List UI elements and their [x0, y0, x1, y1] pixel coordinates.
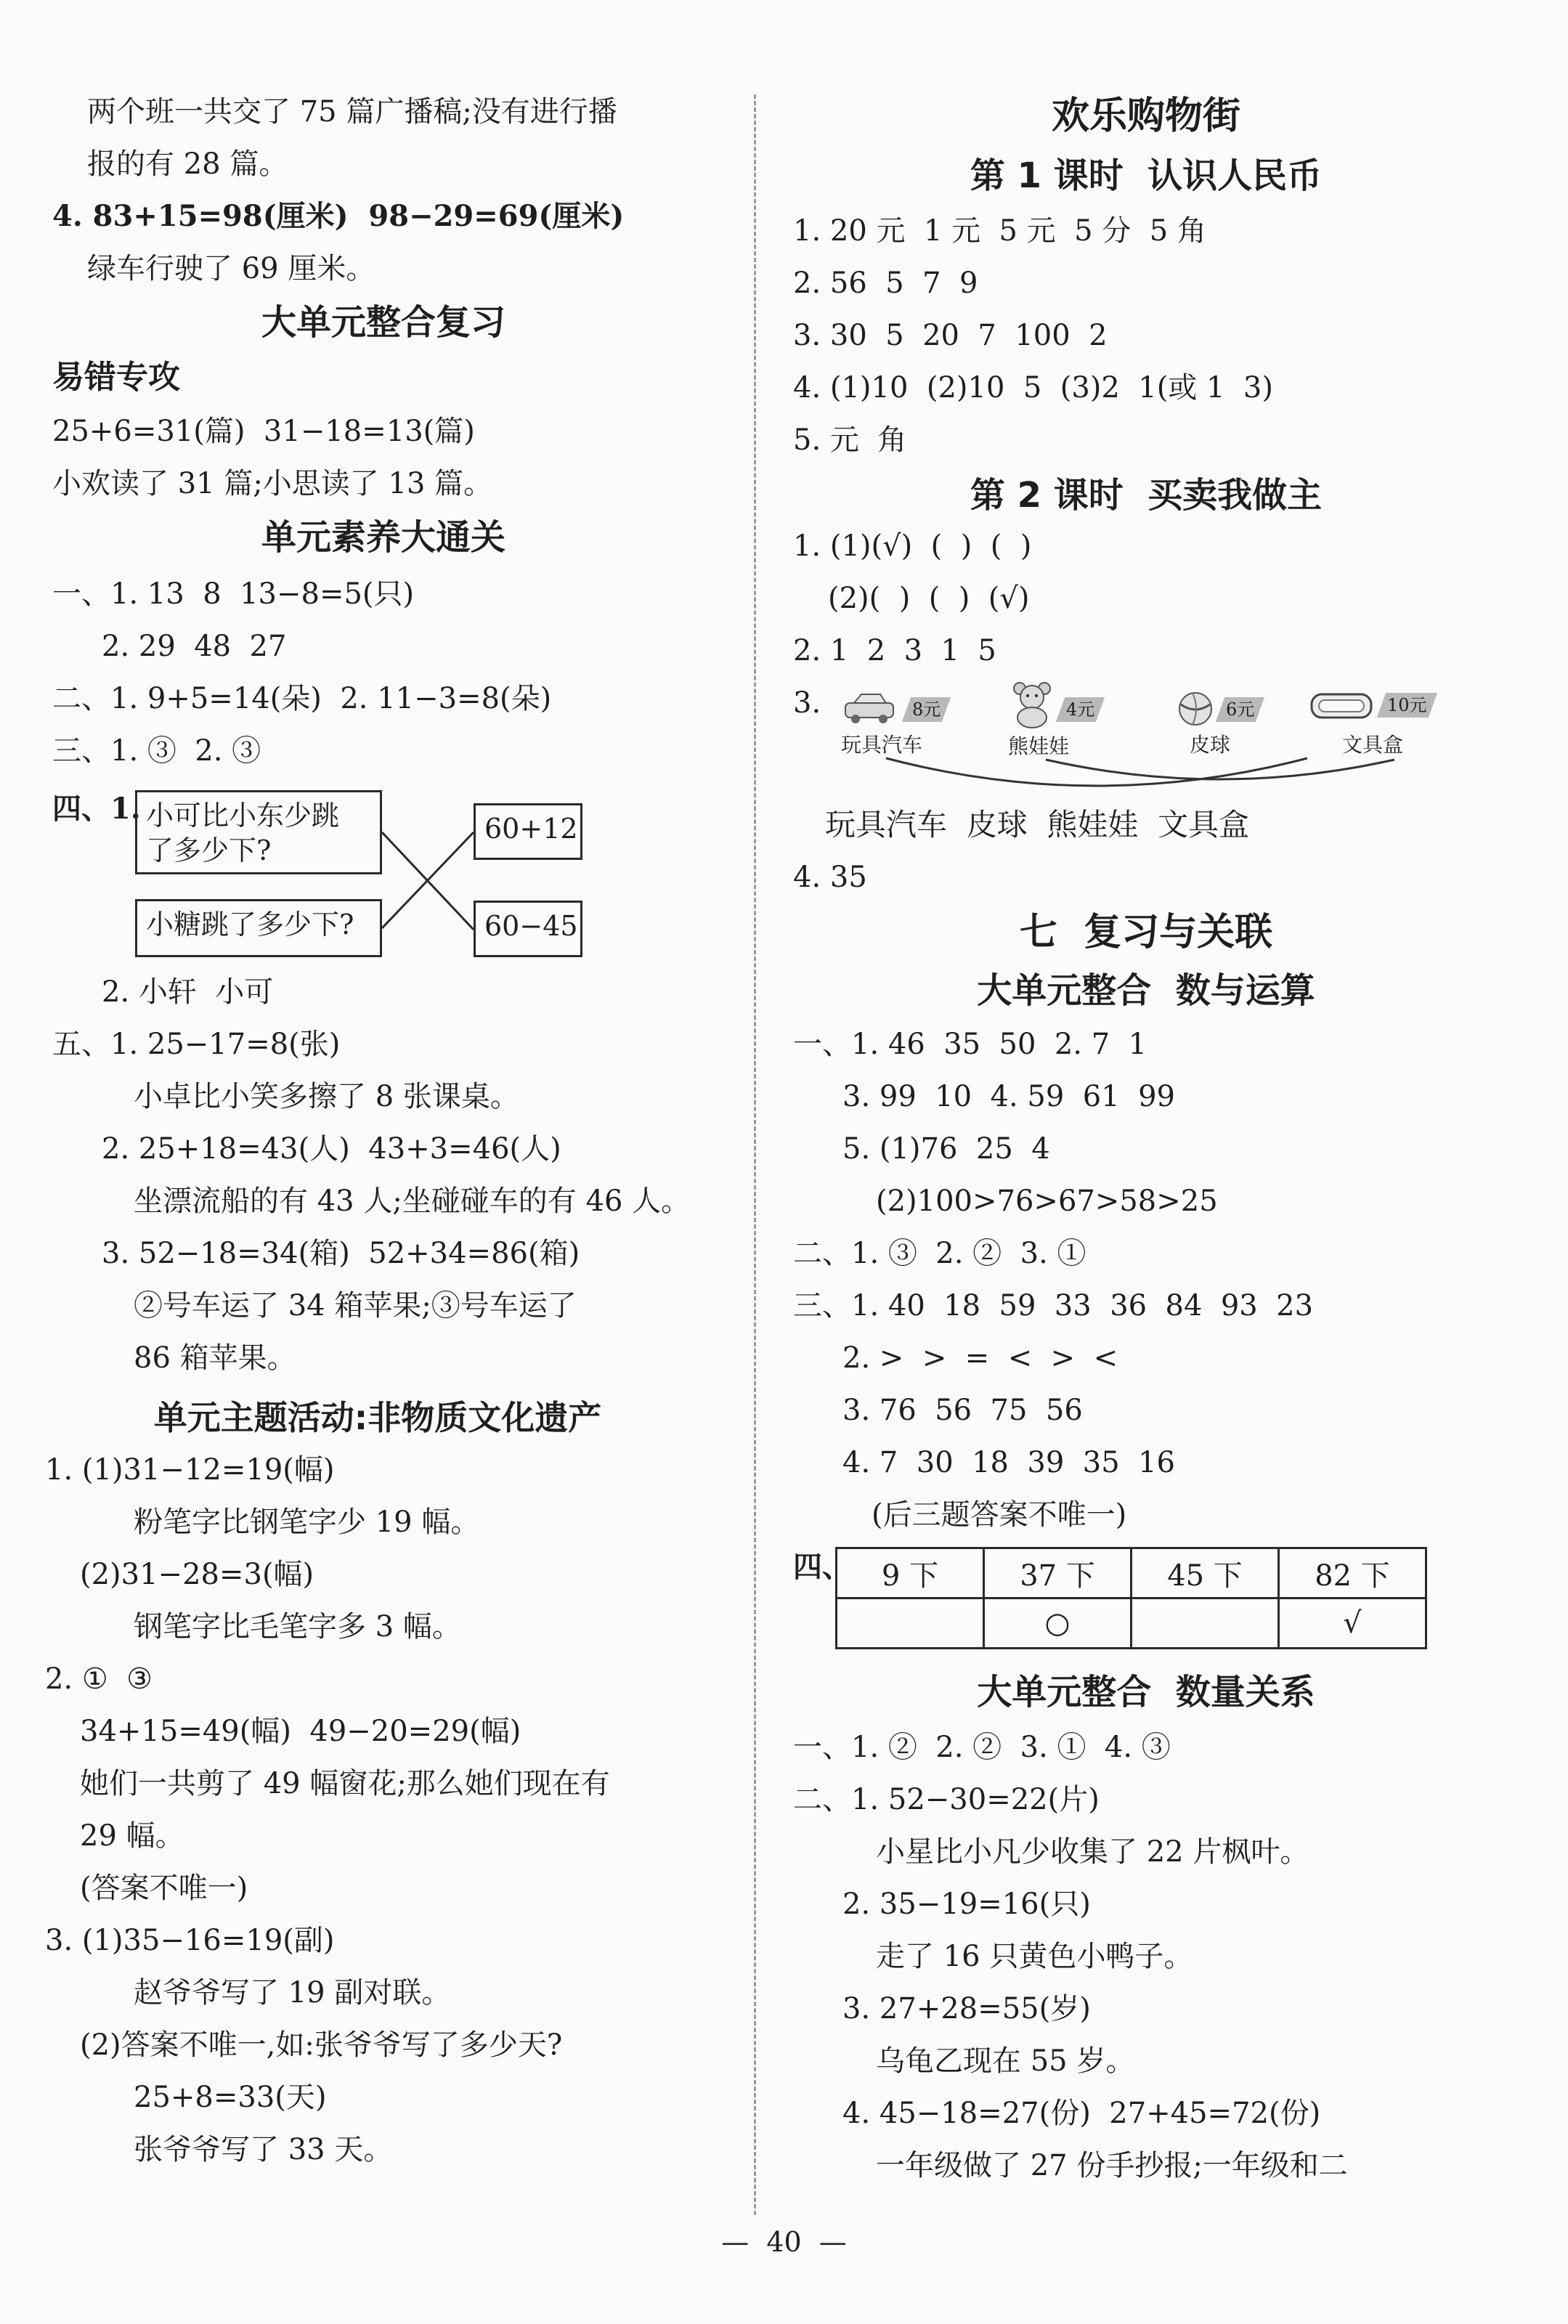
answer-line: 34+15=49(幅) 49−20=29(幅) [80, 1715, 521, 1748]
answer-line: 2. 1 2 3 1 5 [793, 634, 996, 667]
answer-line: 4. 45−18=27(份) 27+45=72(份) [842, 2097, 1321, 2130]
item-name: 玩具汽车 [841, 733, 923, 757]
answer-line: 二、1. 9+5=14(朵) 2. 11−3=8(朵) [52, 682, 552, 715]
item-name: 熊娃娃 [1008, 734, 1070, 758]
heading-lesson-2: 第 2 课时 买卖我做主 [970, 475, 1323, 516]
answer-line: 2. 56 5 7 9 [793, 267, 978, 300]
answer-line: (答案不唯一) [80, 1872, 248, 1905]
answer-line: 3. 52−18=34(箱) 52+34=86(箱) [102, 1237, 580, 1270]
answer-line: 4. 83+15=98(厘米) 98−29=69(厘米) [52, 199, 625, 233]
left-column [0, 0, 755, 2324]
answer-line: 2. 25+18=43(人) 43+3=46(人) [102, 1132, 561, 1166]
matching-answer-1: 60+12 [474, 803, 582, 860]
answer-line: 五、1. 25−17=8(张) [52, 1028, 341, 1061]
table-label: 四、 [793, 1550, 851, 1584]
answer-line: 小欢读了 31 篇;小思读了 13 篇。 [52, 467, 493, 500]
answer-line: 5. 元 角 [793, 423, 907, 457]
answer-line: 二、1. ③ 2. ② 3. ① [793, 1237, 1086, 1270]
answer-line: 2. 小轩 小可 [102, 975, 274, 1009]
table-header: 37 下 [984, 1548, 1132, 1598]
matching-question-1: 小可比小东少跳 了多少下? [135, 790, 382, 874]
matching-question-2: 小糖跳了多少下? [135, 899, 382, 957]
table-cell [1132, 1598, 1279, 1649]
answer-line: (2)( ) ( ) (√) [828, 582, 1030, 615]
heading-title: 欢乐购物街 [1051, 94, 1241, 138]
connector-curves [755, 0, 1568, 871]
answer-line: 三、1. 40 18 59 33 36 84 93 23 [793, 1289, 1314, 1323]
answer-line: 1. (1)31−12=19(幅) [45, 1453, 335, 1487]
price-tag: 10元 [1377, 693, 1437, 718]
heading-errors: 易错专攻 [52, 359, 180, 396]
answer-line: 25+8=33(天) [134, 2081, 327, 2114]
heading-chapter: 七 复习与关联 [1019, 911, 1273, 954]
answer-line: (2)31−28=3(幅) [80, 1558, 314, 1591]
right-column [755, 0, 1568, 2324]
item-name: 皮球 [1190, 733, 1231, 757]
answer-line: 张爷爷写了 33 天。 [134, 2133, 393, 2166]
heading-lesson-1: 第 1 课时 认识人民币 [970, 155, 1323, 196]
answer-line: 25+6=31(篇) 31−18=13(篇) [52, 415, 475, 448]
answer-line: 粉笔字比钢笔字少 19 幅。 [134, 1506, 480, 1539]
price-tag: 8元 [902, 697, 951, 722]
answer-line: 1. 20 元 1 元 5 元 5 分 5 角 [793, 214, 1206, 248]
answer-line: 2. > > = < > < [842, 1341, 1118, 1375]
answer-line: (后三题答案不唯一) [872, 1498, 1127, 1532]
answer-line: 报的有 28 篇。 [87, 147, 288, 181]
answer-line: 4. (1)10 (2)10 5 (3)2 1(或 1 3) [793, 371, 1273, 405]
answer-line: 1. (1)(√) ( ) ( ) [793, 529, 1032, 563]
answer-line: 她们一共剪了 49 幅窗花;那么她们现在有 [80, 1767, 610, 1800]
table-cell: √ [1279, 1598, 1426, 1649]
price-tag: 4元 [1056, 697, 1105, 722]
answer-line: 小星比小凡少收集了 22 片枫叶。 [876, 1835, 1309, 1869]
answer-line: 小卓比小笑多擦了 8 张课桌。 [134, 1080, 519, 1113]
answer-line: 两个班一共交了 75 篇广播稿;没有进行播 [87, 95, 617, 129]
answer-line: 2. ① ③ [45, 1662, 153, 1696]
answer-line: 三、1. ③ 2. ③ [52, 734, 261, 768]
answer-line: 绿车行驶了 69 厘米。 [87, 252, 375, 285]
answer-line: 86 箱苹果。 [134, 1341, 296, 1375]
answer-line: 3. 76 56 75 56 [842, 1394, 1083, 1427]
answer-line: 二、1. 52−30=22(片) [793, 1783, 1100, 1816]
answer-line: 3. 27+28=55(岁) [842, 1992, 1091, 2026]
answer-line: 4. 7 30 18 39 35 16 [842, 1446, 1175, 1479]
table-header: 82 下 [1279, 1548, 1426, 1598]
heading-activity: 单元主题活动:非物质文化遗产 [153, 1398, 602, 1437]
answer-line: 5. (1)76 25 4 [842, 1132, 1050, 1166]
heading-section-2: 大单元整合 数量关系 [977, 1672, 1315, 1712]
answer-line: 4. 35 [793, 861, 867, 894]
answer-line: 走了 16 只黄色小鸭子。 [876, 1940, 1193, 1973]
answer-table [835, 1547, 1427, 1649]
price-tag: 6元 [1216, 697, 1265, 722]
matching-lines [0, 0, 755, 1017]
answer-line: 2. 35−19=16(只) [842, 1888, 1091, 1921]
answer-line: 一、1. 13 8 13−8=5(只) [52, 577, 415, 611]
item-name: 文具盒 [1342, 733, 1404, 757]
matching-label: 四、1. [52, 792, 141, 826]
answer-line: 3. (1)35−16=19(副) [45, 1924, 335, 1957]
answer-line: 玩具汽车 皮球 熊娃娃 文具盒 [825, 807, 1250, 842]
answer-line: 一、1. ② 2. ② 3. ① 4. ③ [793, 1731, 1171, 1764]
answer-line: 3. [793, 686, 821, 720]
answer-line: 3. 99 10 4. 59 61 99 [842, 1080, 1175, 1113]
answer-line: 2. 29 48 27 [102, 630, 287, 663]
table-cell [837, 1598, 984, 1649]
answer-line: (2)100>76>67>58>25 [876, 1185, 1218, 1218]
answer-line: 一年级做了 27 份手抄报;一年级和二 [876, 2149, 1348, 2182]
answer-line: ②号车运了 34 箱苹果;③号车运了 [134, 1289, 577, 1323]
heading-review: 大单元整合复习 [261, 302, 506, 343]
answer-line: 3. 30 5 20 7 100 2 [793, 319, 1108, 352]
heading-unit-test: 单元素养大通关 [261, 517, 506, 558]
table-header: 9 下 [837, 1548, 984, 1598]
answer-line: 坐漂流船的有 43 人;坐碰碰车的有 46 人。 [134, 1185, 691, 1218]
answer-line: (2)答案不唯一,如:张爷爷写了多少天? [80, 2028, 563, 2062]
heading-section-1: 大单元整合 数与运算 [977, 970, 1315, 1011]
answer-line: 一、1. 46 35 50 2. 7 1 [793, 1028, 1147, 1061]
answer-line: 赵爷爷写了 19 副对联。 [134, 1976, 451, 2010]
table-cell: ○ [984, 1598, 1132, 1649]
answer-line: 乌龟乙现在 55 岁。 [876, 2044, 1135, 2078]
answer-line: 钢笔字比毛笔字多 3 幅。 [134, 1610, 461, 1644]
matching-answer-2: 60−45 [474, 901, 582, 957]
answer-line: 29 幅。 [80, 1819, 184, 1853]
table-header: 45 下 [1132, 1548, 1279, 1598]
page-number: — 40 — [721, 2226, 847, 2258]
